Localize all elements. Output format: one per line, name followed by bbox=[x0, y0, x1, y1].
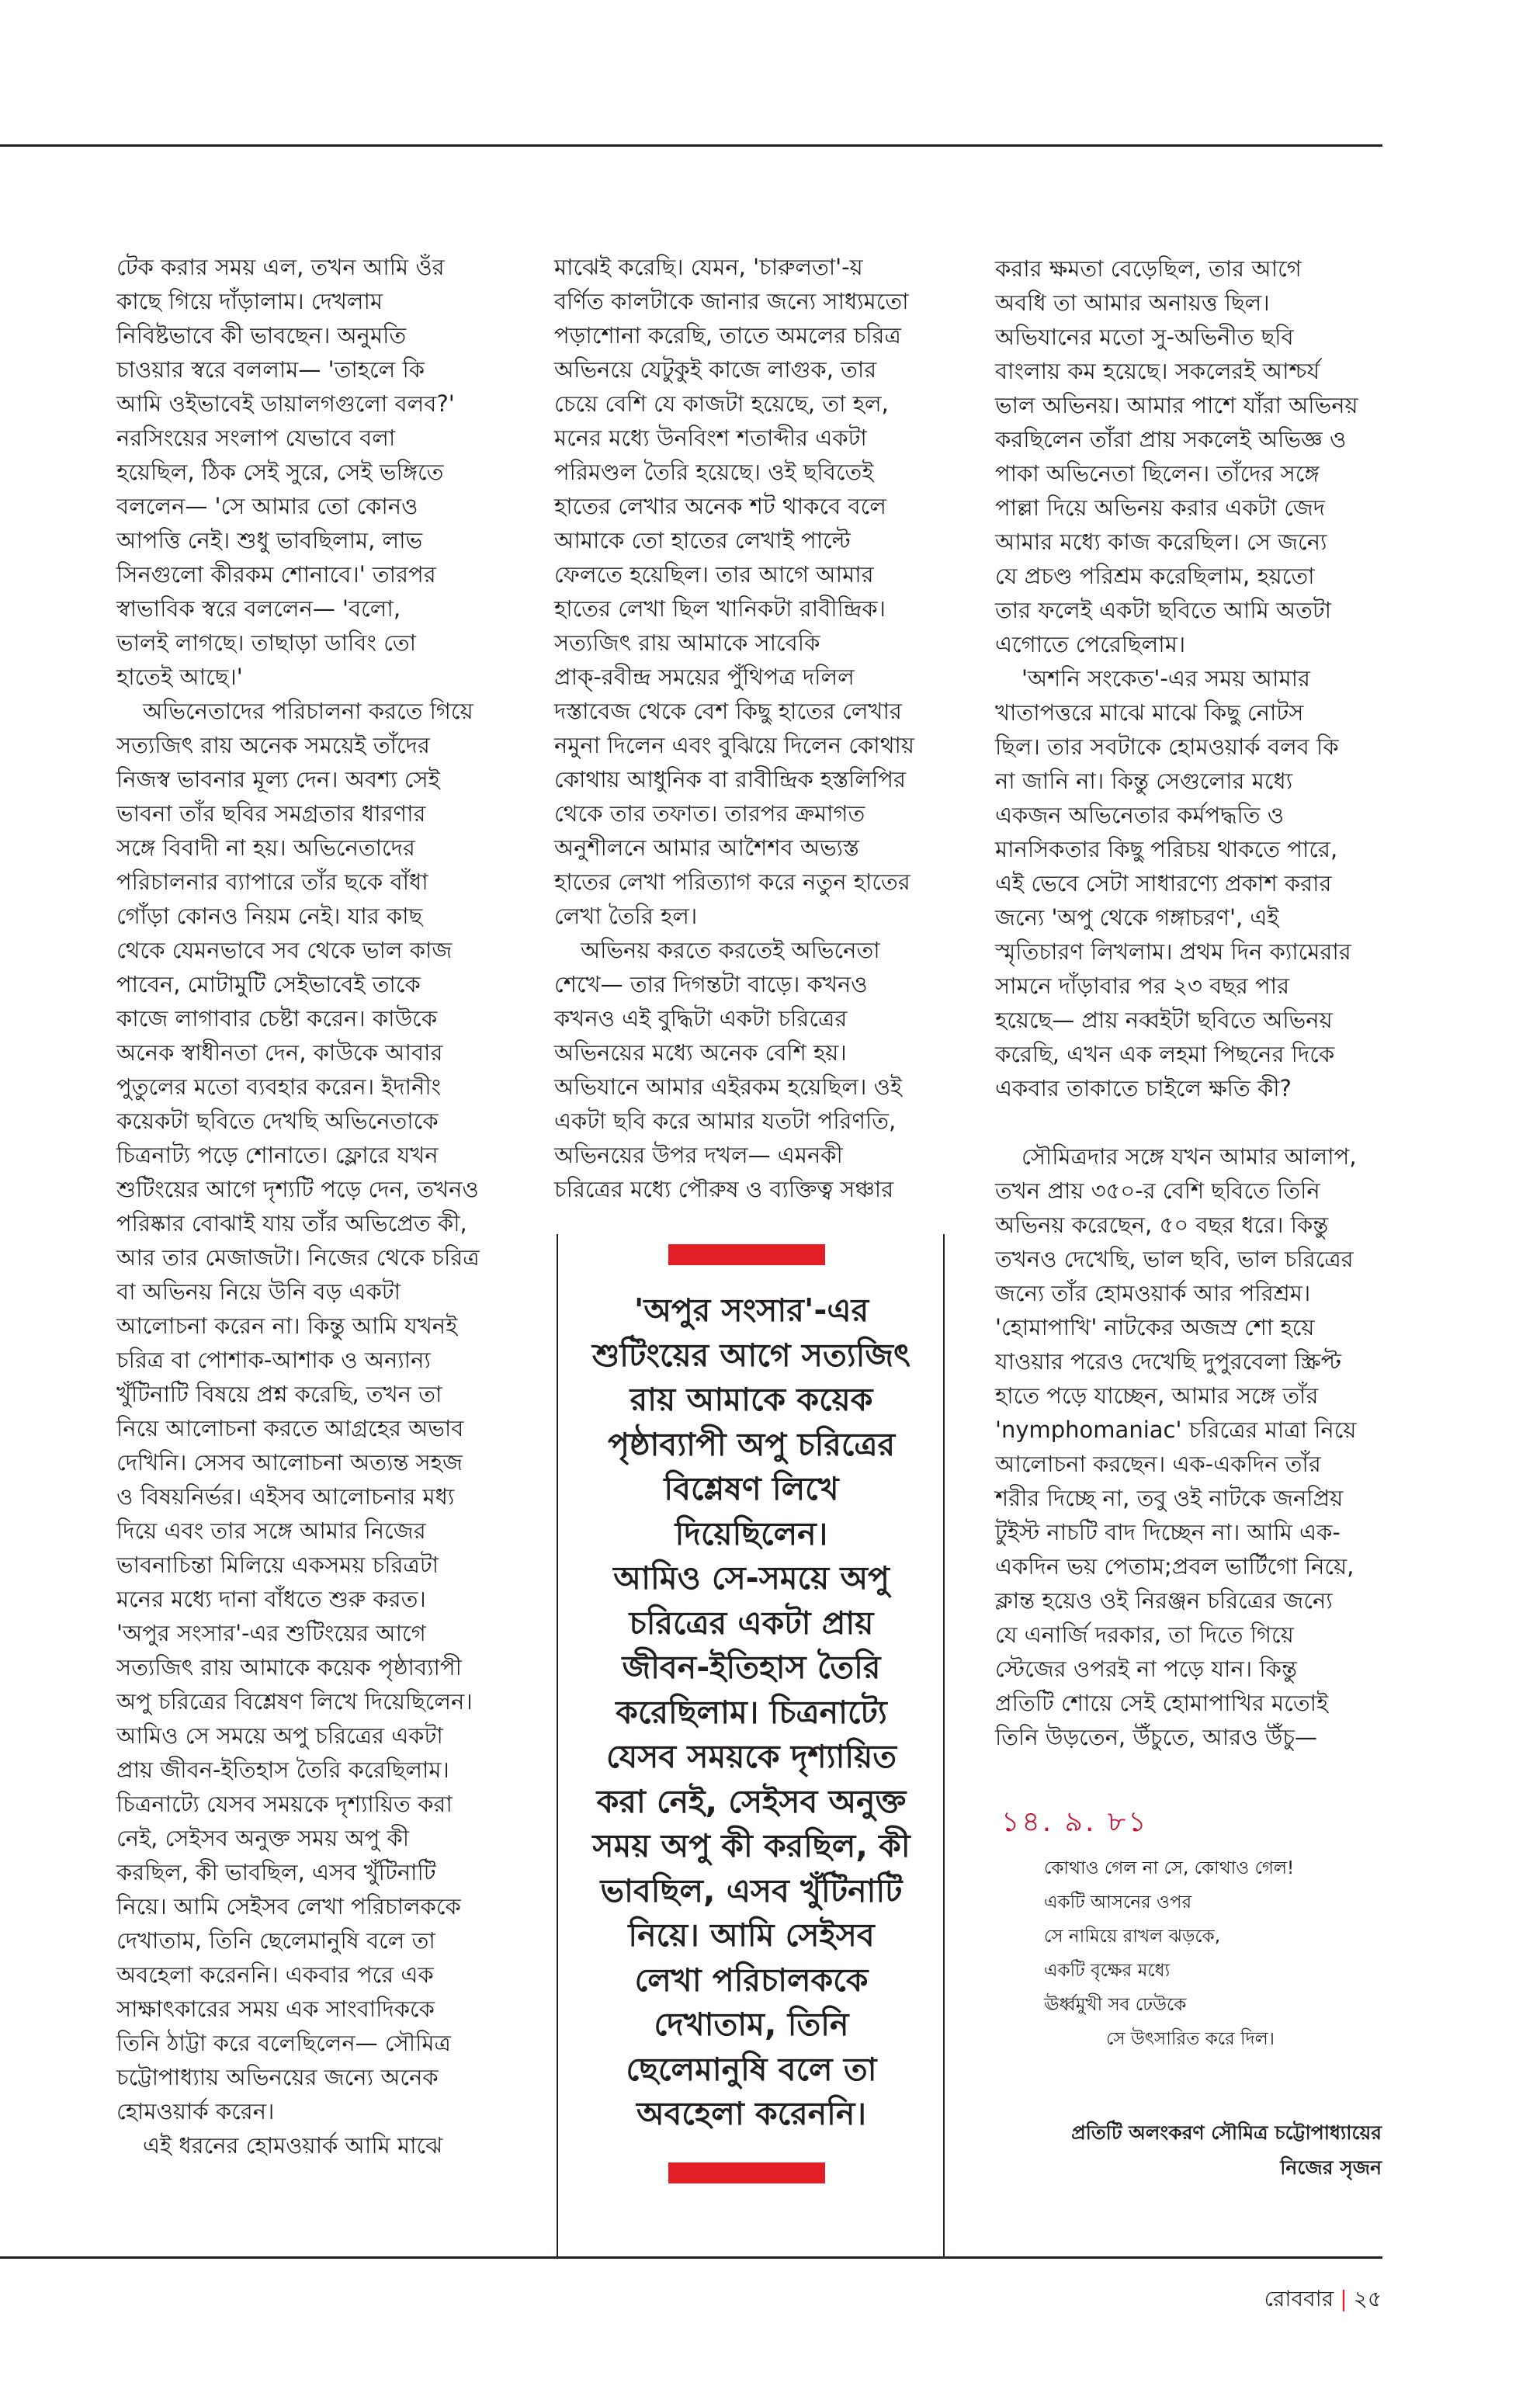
text-line: মাঝেই করেছি। যেমন, 'চারুলতা'-য় bbox=[554, 254, 863, 280]
text-line: নিয়ে। আমি সেইসব লেখা পরিচালককে bbox=[116, 1893, 461, 1920]
text-line: সৌমিত্রদার সঙ্গে যখন আমার আলাপ, bbox=[1021, 1143, 1357, 1170]
text-line: হয়েছিল, ঠিক সেই সুরে, সেই ভঙ্গিতে bbox=[116, 459, 444, 485]
text-line: আমিও সে সময়ে অপু চরিত্রের একটা bbox=[116, 1722, 443, 1749]
text-line: চরিত্রের একটা প্রায় bbox=[629, 1604, 874, 1642]
text-line: অবহেলা করেননি। bbox=[636, 2095, 867, 2132]
text-line: চট্টোপাধ্যায় অভিনয়ের জন্যে অনেক bbox=[116, 2064, 439, 2090]
text-line: পরিষ্কার বোঝাই যায় তাঁর অভিপ্রেত কী, bbox=[116, 1210, 467, 1236]
text-line: করছিলেন তাঁরা প্রায় সকলেই অভিজ্ঞ ও bbox=[995, 426, 1347, 453]
text-line: আর তার মেজাজটা। নিজের থেকে চরিত্র bbox=[116, 1244, 480, 1271]
text-line: এগোতে পেরেছিলাম। bbox=[995, 631, 1186, 657]
text-line: কোথাও গেল না সে, কোথাও গেল! bbox=[1044, 1858, 1295, 1878]
text-line: ছেলেমানুষি বলে তা bbox=[626, 2050, 877, 2088]
text-line: বাংলায় কম হয়েছে। সকলেরই আশ্চর্য bbox=[995, 358, 1320, 384]
diary-date: ১৪. ৯. ৮১ bbox=[1001, 1806, 1149, 1838]
text-line: সময় অপু কী করছিল, কী bbox=[592, 1827, 910, 1864]
text-line: চেয়ে বেশি যে কাজটা হয়েছে, তা হল, bbox=[554, 390, 889, 417]
text-line: ক্লান্ত হয়েও ওই নিরঞ্জন চরিত্রের জন্যে bbox=[995, 1587, 1333, 1614]
text-line: যে এনার্জি দরকার, তা দিতে গিয়ে bbox=[995, 1621, 1294, 1648]
text-line: জীবন-ইতিহাস তৈরি bbox=[622, 1649, 881, 1686]
text-line: ছিল। তার সবটাকে হোমওয়ার্ক বলব কি bbox=[995, 734, 1339, 760]
credit-line: নিজের সৃজন bbox=[1280, 2156, 1382, 2179]
text-line: ভালই লাগছে। তাছাড়া ডাবিং তো bbox=[116, 629, 417, 656]
text-line: হয়েছে— প্রায় নব্বইটা ছবিতে অভিনয় bbox=[995, 1007, 1333, 1033]
text-line: আমাকে তো হাতের লেখাই পাল্টে bbox=[554, 527, 851, 553]
page-footer bbox=[1264, 2282, 1382, 2318]
text-line: ঊর্ধ্বমুখী সব ঢেউকে bbox=[1044, 1995, 1187, 2015]
text-line bbox=[995, 1105, 1383, 1139]
text-line: অপু চরিত্রের বিশ্লেষণ লিখে দিয়েছিলেন। bbox=[116, 1688, 473, 1715]
text-line: দেখাতাম, তিনি bbox=[654, 2006, 849, 2043]
footer-separator: | bbox=[1340, 2286, 1348, 2311]
article-column-1 bbox=[116, 250, 505, 2162]
text-line: সামনে দাঁড়াবার পর ২৩ বছর পার bbox=[995, 973, 1290, 999]
text-line: জন্যে তাঁর হোমওয়ার্ক আর পরিশ্রম। bbox=[995, 1280, 1311, 1306]
text-line: আমি ওইভাবেই ডায়ালগগুলো বলব?' bbox=[116, 390, 455, 417]
text-line: দস্তাবেজ থেকে বেশ কিছু হাতের লেখার bbox=[554, 698, 902, 724]
text-line: অভিনয় করেছেন, ৫০ বছর ধরে। কিন্তু bbox=[995, 1212, 1329, 1238]
text-line: অভিনয় করতে করতেই অভিনেতা bbox=[581, 937, 880, 963]
column-divider-left bbox=[557, 1234, 558, 2257]
text-line: অবহেলা করেননি। একবার পরে এক bbox=[116, 1961, 434, 1988]
text-line: পাকা অভিনেতা ছিলেন। তাঁদের সঙ্গে bbox=[995, 460, 1320, 487]
page-number: ২৫ bbox=[1353, 2286, 1382, 2311]
text-line: একটি আসনের ওপর bbox=[1044, 1892, 1192, 1913]
text-line: পুতুলের মতো ব্যবহার করেন। ইদানীং bbox=[116, 1073, 442, 1100]
text-line: প্রতিটি শোয়ে সেই হোমাপাখির মতোই bbox=[995, 1690, 1329, 1716]
credit-line: প্রতিটি অলংকরণ সৌমিত্র চট্টোপাধ্যায়ের bbox=[1071, 2121, 1382, 2144]
text-line: এই ভেবে সেটা সাধারণ্যে প্রকাশ করার bbox=[995, 870, 1332, 897]
text-line: লেখা পরিচালককে bbox=[634, 1961, 869, 1999]
text-line: নিয়ে আলোচনা করতে আগ্রহের অভাব bbox=[116, 1415, 464, 1441]
column-divider-right bbox=[943, 1234, 945, 2257]
text-line: পড়াশোনা করেছি, তাতে অমলের চরিত্র bbox=[554, 322, 901, 349]
text-line: চরিত্র বা পোশাক-আশাক ও অন্যান্য bbox=[116, 1347, 431, 1373]
text-line: রায় আমাকে কয়েক bbox=[630, 1381, 873, 1418]
text-line: 'nymphomaniac' চরিত্রের মাত্রা নিয়ে bbox=[995, 1417, 1357, 1443]
text-line: প্রাক্-রবীন্দ্র সময়ের পুঁথিপত্র দলিল bbox=[554, 664, 855, 690]
text-line: তার ফলেই একটা ছবিতে আমি অতটা bbox=[995, 597, 1332, 623]
text-line: দেখাতাম, তিনি ছেলেমানুষি বলে তা bbox=[116, 1927, 435, 1954]
text-line: নিয়ে। আমি সেইসব bbox=[628, 1916, 875, 1954]
text-line: স্বাভাবিক স্বরে বললেন— 'বলো, bbox=[116, 595, 401, 622]
text-line: সে নামিয়ে রাখল ঝড়কে, bbox=[1044, 1927, 1221, 1947]
text-line: চিত্রনাট্যে যেসব সময়কে দৃশ্যায়িত করা bbox=[116, 1791, 453, 1817]
text-line: হোমওয়ার্ক করেন। bbox=[116, 2098, 275, 2124]
text-line: শেখে— তার দিগন্তটা বাড়ে। কখনও bbox=[554, 971, 868, 997]
text-line: হাতে পড়ে যাচ্ছেন, আমার সঙ্গে তাঁর bbox=[995, 1382, 1319, 1409]
text-line: অভিনয়ের উপর দখল— এমনকী bbox=[554, 1142, 843, 1168]
text-line: হাতের লেখা ছিল খানিকটা রাবীন্দ্রিক। bbox=[554, 595, 886, 622]
magazine-name: রোববার bbox=[1264, 2286, 1334, 2311]
pull-quote bbox=[560, 1288, 942, 2137]
text-line: তিনি উড়তেন, উঁচুতে, আরও উঁচু— bbox=[995, 1724, 1318, 1750]
text-line: স্মৃতিচারণ লিখলাম। প্রথম দিন ক্যামেরার bbox=[995, 938, 1351, 965]
text-line: মনের মধ্যে দানা বাঁধতে শুরু করত। bbox=[116, 1586, 426, 1612]
text-line: যাওয়ার পরেও দেখেছি দুপুরবেলা স্ক্রিপ্ট bbox=[995, 1348, 1342, 1375]
text-line: সাক্ষাৎকারের সময় এক সাংবাদিককে bbox=[116, 1996, 435, 2022]
text-line: গোঁড়া কোনও নিয়ম নেই। যার কাছ bbox=[116, 903, 423, 929]
text-line: পরিমণ্ডল তৈরি হয়েছে। ওই ছবিতেই bbox=[554, 459, 874, 485]
text-line: ফেলতে হয়েছিল। তার আগে আমার bbox=[554, 561, 874, 588]
text-line: করছিল, কী ভাবছিল, এসব খুঁটিনাটি bbox=[116, 1859, 436, 1885]
top-rule bbox=[0, 144, 1382, 147]
text-line: যে প্রচণ্ড পরিশ্রম করেছিলাম, হয়তো bbox=[995, 563, 1315, 589]
text-line: 'অশনি সংকেত'-এর সময় আমার bbox=[1021, 665, 1310, 692]
text-line: তখনও দেখেছি, ভাল ছবি, ভাল চরিত্রের bbox=[995, 1246, 1354, 1272]
text-line: সঙ্গে বিবাদী না হয়। অভিনেতাদের bbox=[116, 834, 415, 861]
text-line: অনুশীলনে আমার আশৈশব অভ্যস্ত bbox=[554, 834, 859, 861]
pull-quote-bottom-bar bbox=[668, 2162, 825, 2183]
text-line: বললেন— 'সে আমার তো কোনও bbox=[116, 493, 418, 519]
diary-poem bbox=[1044, 1851, 1294, 2056]
text-line: তিনি ঠাট্টা করে বলেছিলেন— সৌমিত্র bbox=[116, 2030, 451, 2056]
text-line: জন্যে 'অপু থেকে গঙ্গাচরণ', এই bbox=[995, 904, 1279, 931]
text-line: ভাল অভিনয়। আমার পাশে যাঁরা অভিনয় bbox=[995, 392, 1358, 418]
text-line: দিয়েছিলেন। bbox=[675, 1514, 828, 1552]
illustration-credit bbox=[1071, 2115, 1382, 2185]
text-line: প্রায় জীবন-ইতিহাস তৈরি করেছিলাম। bbox=[116, 1757, 449, 1783]
article-column-3 bbox=[995, 251, 1383, 1754]
text-line: ভাবনা তাঁর ছবির সমগ্রতার ধারণার bbox=[116, 800, 426, 827]
text-line: বা অভিনয় নিয়ে উনি বড় একটা bbox=[116, 1278, 401, 1305]
text-line: নরসিংয়ের সংলাপ যেভাবে বলা bbox=[116, 425, 396, 451]
text-line: দেখিনি। সেসব আলোচনা অত্যন্ত সহজ bbox=[116, 1449, 463, 1476]
text-line: খাতাপত্তরে মাঝে মাঝে কিছু নোটস bbox=[995, 699, 1304, 726]
text-line: একজন অভিনেতার কর্মপদ্ধতি ও bbox=[995, 802, 1285, 828]
text-line: টুইস্ট নাচটি বাদ দিচ্ছেন না। আমি এক- bbox=[995, 1519, 1341, 1545]
text-line: টেক করার সময় এল, তখন আমি ওঁর bbox=[116, 254, 445, 280]
text-line: আলোচনা করেন না। কিন্তু আমি যখনই bbox=[116, 1313, 458, 1339]
text-line: একটি বৃক্ষের মধ্যে bbox=[1044, 1961, 1171, 1981]
text-line: নেই, সেইসব অনুক্ত সময় অপু কী bbox=[116, 1825, 410, 1851]
text-line: 'অপুর সংসার'-এর bbox=[633, 1292, 869, 1329]
text-line: ভাবছিল, এসব খুঁটিনাটি bbox=[600, 1871, 903, 1909]
text-line: পৃষ্ঠাব্যাপী অপু চরিত্রের bbox=[607, 1425, 896, 1463]
text-line: শুটিংয়ের আগে সত্যজিৎ bbox=[592, 1336, 910, 1374]
text-line: দিয়ে এবং তার সঙ্গে আমার নিজের bbox=[116, 1517, 426, 1544]
text-line: পাল্লা দিয়ে অভিনয় করার একটা জেদ bbox=[995, 494, 1326, 521]
text-line: কখনও এই বুদ্ধিটা একটা চরিত্রের bbox=[554, 1005, 848, 1032]
pull-quote-top-bar bbox=[668, 1244, 825, 1265]
text-line: একবার তাকাতে চাইলে ক্ষতি কী? bbox=[995, 1075, 1292, 1101]
text-line: কোথায় আধুনিক বা রাবীন্দ্রিক হস্তলিপির bbox=[554, 766, 906, 792]
text-line: করার ক্ষমতা বেড়েছিল, তার আগে bbox=[995, 255, 1302, 282]
text-line: সত্যজিৎ রায় অনেক সময়েই তাঁদের bbox=[116, 732, 430, 758]
text-line: নিবিষ্টভাবে কী ভাবছেন। অনুমতি bbox=[116, 322, 407, 349]
text-line: পরিচালনার ব্যাপারে তাঁর ছকে বাঁধা bbox=[116, 869, 428, 895]
text-line: ভাবনাচিন্তা মিলিয়ে একসময় চরিত্রটা bbox=[116, 1552, 439, 1578]
text-line: একটা ছবি করে আমার যতটা পরিণতি, bbox=[554, 1108, 897, 1134]
text-line: সত্যজিৎ রায় আমাকে সাবেকি bbox=[554, 629, 820, 656]
text-line: আমার মধ্যে কাজ করেছিল। সে জন্যে bbox=[995, 529, 1327, 555]
bottom-rule bbox=[0, 2256, 1382, 2259]
text-line: চরিত্রের মধ্যে পৌরুষ ও ব্যক্তিত্ব সঞ্চার bbox=[554, 1176, 894, 1202]
article-column-2 bbox=[554, 250, 942, 1206]
text-line: বর্ণিত কালটাকে জানার জন্যে সাধ্যমতো bbox=[554, 288, 909, 314]
text-line: সিনগুলো কীরকম শোনাবে।' তারপর bbox=[116, 561, 436, 588]
text-line: অভিনেতাদের পরিচালনা করতে গিয়ে bbox=[143, 698, 473, 724]
text-line: কাছে গিয়ে দাঁড়ালাম। দেখলাম bbox=[116, 288, 383, 314]
text-line: চাওয়ার স্বরে বললাম— 'তাহলে কি bbox=[116, 356, 425, 383]
text-line: স্টেজের ওপরই না পড়ে যান। কিন্তু bbox=[995, 1656, 1297, 1682]
text-line: করেছিলাম। চিত্রনাট্যে bbox=[616, 1693, 887, 1731]
text-line: 'হোমাপাখি' নাটকের অজস্র শো হয়ে bbox=[995, 1314, 1315, 1340]
text-line: হাতের লেখার অনেক শট থাকবে বলে bbox=[554, 493, 886, 519]
text-line: পাবেন, মোটামুটি সেইভাবেই তাকে bbox=[116, 971, 421, 997]
text-line: মানসিকতার কিছু পরিচয় থাকতে পারে, bbox=[995, 836, 1338, 862]
text-line: থেকে তার তফাত। তারপর ক্রমাগত bbox=[554, 800, 865, 827]
text-line: হাতের লেখা পরিত্যাগ করে নতুন হাতের bbox=[554, 869, 910, 895]
text-line: সত্যজিৎ রায় আমাকে কয়েক পৃষ্ঠাব্যাপী bbox=[116, 1654, 462, 1680]
text-line: করা নেই, সেইসব অনুক্ত bbox=[596, 1782, 907, 1820]
text-line: অভিযানে আমার এইরকম হয়েছিল। ওই bbox=[554, 1073, 903, 1100]
text-line: মনের মধ্যে উনবিংশ শতাব্দীর একটা bbox=[554, 425, 867, 451]
text-line: অনেক স্বাধীনতা দেন, কাউকে আবার bbox=[116, 1039, 443, 1066]
text-line: চিত্রনাট্য পড়ে শোনাতে। ফ্লোরে যখন bbox=[116, 1142, 439, 1168]
text-line: শরীর দিচ্ছে না, তবু ওই নাটকে জনপ্রিয় bbox=[995, 1485, 1344, 1511]
text-line: কাজে লাগাবার চেষ্টা করেন। কাউকে bbox=[116, 1005, 438, 1032]
text-line: তখন প্রায় ৩৫০-র বেশি ছবিতে তিনি bbox=[995, 1177, 1320, 1204]
text-line: নিজস্ব ভাবনার মূল্য দেন। অবশ্য সেই bbox=[116, 766, 440, 792]
text-line: কয়েকটা ছবিতে দেখছি অভিনেতাকে bbox=[116, 1108, 439, 1134]
text-line: 'অপুর সংসার'-এর শুটিংয়ের আগে bbox=[116, 1620, 426, 1646]
text-line: লেখা তৈরি হল। bbox=[554, 903, 698, 929]
text-line: যেসব সময়কে দৃশ্যায়িত bbox=[605, 1738, 897, 1775]
text-line: থেকে যেমনভাবে সব থেকে ভাল কাজ bbox=[116, 937, 453, 963]
text-line: অভিযানের মতো সু-অভিনীত ছবি bbox=[995, 324, 1294, 350]
text-line: না জানি না। কিন্তু সেগুলোর মধ্যে bbox=[995, 768, 1293, 794]
text-line: আমিও সে-সময়ে অপু bbox=[613, 1559, 890, 1597]
text-line: নমুনা দিলেন এবং বুঝিয়ে দিলেন কোথায় bbox=[554, 732, 914, 758]
text-line: করেছি, এখন এক লহমা পিছনের দিকে bbox=[995, 1041, 1335, 1067]
text-line: একদিন ভয় পেতাম;প্রবল ভার্টিগো নিয়ে, bbox=[995, 1553, 1354, 1580]
text-line: আপত্তি নেই। শুধু ভাবছিলাম, লাভ bbox=[116, 527, 423, 553]
text-line: ও বিষয়নির্ভর। এইসব আলোচনার মধ্য bbox=[116, 1483, 455, 1510]
text-line: সে উৎসারিত করে দিল। bbox=[1106, 2029, 1275, 2049]
text-line: হাতেই আছে।' bbox=[116, 664, 243, 690]
text-line: অবধি তা আমার অনায়ত্ত ছিল। bbox=[995, 290, 1270, 316]
text-line: বিশ্লেষণ লিখে bbox=[664, 1470, 839, 1507]
text-line: আলোচনা করছেন। এক-একদিন তাঁর bbox=[995, 1451, 1321, 1477]
text-line: খুঁটিনাটি বিষয়ে প্রশ্ন করেছি, তখন তা bbox=[116, 1381, 442, 1407]
text-line: অভিনয়ের মধ্যে অনেক বেশি হয়। bbox=[554, 1039, 847, 1066]
text-line: এই ধরনের হোমওয়ার্ক আমি মাঝে bbox=[143, 2132, 443, 2159]
text-line: অভিনয়ে যেটুকুই কাজে লাগুক, তার bbox=[554, 356, 877, 383]
text-line: শুটিংয়ের আগে দৃশ্যটি পড়ে দেন, তখনও bbox=[116, 1176, 479, 1202]
